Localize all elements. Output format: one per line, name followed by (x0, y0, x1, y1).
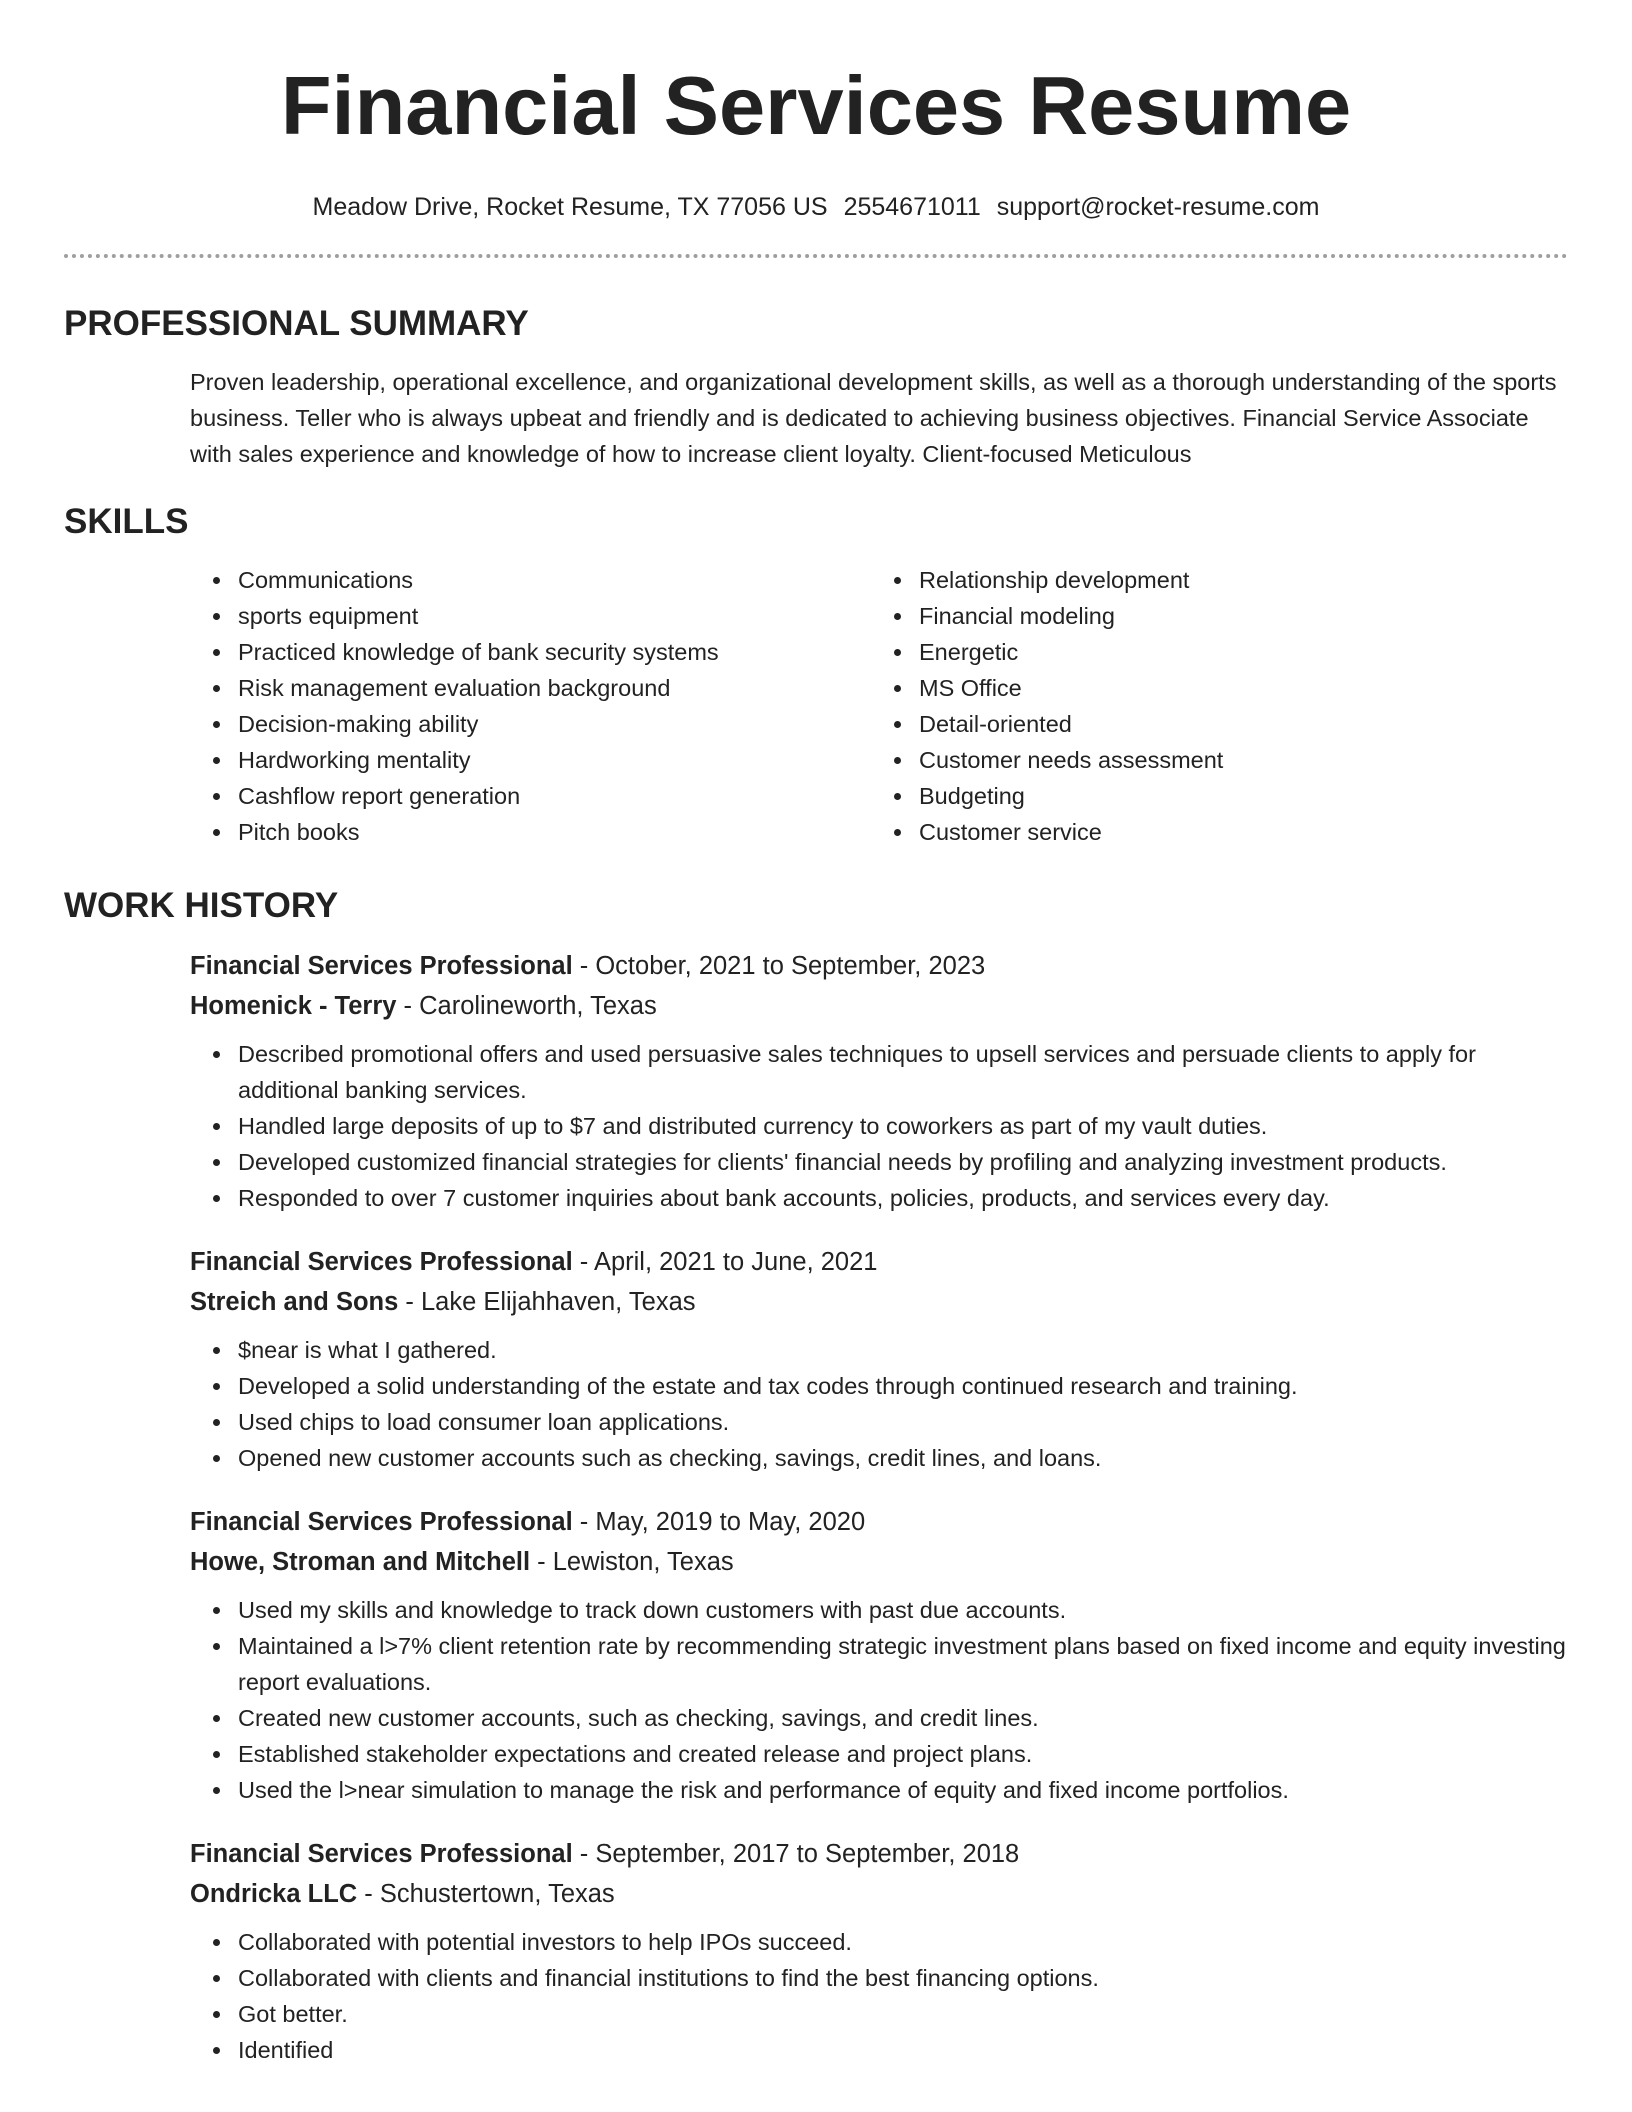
skill-item: • MS Office (915, 670, 1515, 706)
job-dates: - October, 2021 to September, 2023 (572, 952, 986, 980)
work-section (64, 884, 1568, 2068)
skill-item: • Communications (234, 562, 744, 598)
skill-item: • Hardworking mentality (234, 742, 744, 778)
job-company: Howe, Stroman and Mitchell (190, 1548, 531, 1576)
job-bullet: • Developed customized financial strategies for clients' financial needs by profiling and analyzing investment products. (234, 1144, 1568, 1180)
skills-left-list (64, 562, 744, 850)
job-entry (190, 1242, 1568, 1476)
job-company-line (190, 986, 1568, 1026)
skill-item: • Pitch books (234, 814, 744, 850)
skill-item: • Customer needs assessment (915, 742, 1515, 778)
job-title-line (190, 1242, 1568, 1282)
job-entry (190, 946, 1568, 1216)
skills-section (64, 500, 1568, 850)
job-company-line (190, 1282, 1568, 1322)
job-location: - Carolineworth, Texas (396, 992, 657, 1020)
job-bullet: • Used the l>near simulation to manage the risk and performance of equity and fixed income portfolios. (234, 1772, 1568, 1808)
job-title-line (190, 946, 1568, 986)
skills-grid (64, 562, 1568, 850)
job-company: Ondricka LLC (190, 1880, 358, 1908)
job-company: Homenick - Terry (190, 992, 397, 1020)
job-location: - Lewiston, Texas (530, 1548, 734, 1576)
skill-item: • Detail-oriented (915, 706, 1515, 742)
jobs-list (64, 946, 1568, 2068)
header-divider (64, 254, 1568, 258)
skill-item: • Decision-making ability (234, 706, 744, 742)
job-bullet: • Collaborated with potential investors to help IPOs succeed. (234, 1924, 1568, 1960)
job-bullet-list (190, 1592, 1568, 1808)
skill-item: • Financial modeling (915, 598, 1515, 634)
job-bullet: • Collaborated with clients and financial institutions to find the best financing options. (234, 1960, 1568, 1996)
job-bullet: • Described promotional offers and used persuasive sales techniques to upsell services and persuade clients to apply for additional banking services. (234, 1036, 1568, 1108)
job-bullet: • Established stakeholder expectations and created release and project plans. (234, 1736, 1568, 1772)
job-dates: - May, 2019 to May, 2020 (572, 1508, 866, 1536)
work-heading: WORK HISTORY (64, 886, 339, 925)
skill-item: • Practiced knowledge of bank security systems (234, 634, 744, 670)
job-bullet: • Developed a solid understanding of the estate and tax codes through continued research and training. (234, 1368, 1568, 1404)
summary-heading: PROFESSIONAL SUMMARY (64, 304, 529, 343)
skill-item: • Customer service (915, 814, 1515, 850)
job-title: Financial Services Professional (190, 952, 573, 980)
skills-right-list (744, 562, 1515, 850)
contact-line (64, 192, 1568, 222)
job-bullet: • Got better. (234, 1996, 1568, 2032)
contact-address: Meadow Drive, Rocket Resume, TX 77056 US (312, 193, 828, 221)
job-title: Financial Services Professional (190, 1840, 573, 1868)
job-title: Financial Services Professional (190, 1508, 573, 1536)
skill-item: • Budgeting (915, 778, 1515, 814)
job-bullet: • Opened new customer accounts such as checking, savings, credit lines, and loans. (234, 1440, 1568, 1476)
job-bullet: • Identified (234, 2032, 1568, 2068)
job-title: Financial Services Professional (190, 1248, 573, 1276)
job-bullet-list (190, 1332, 1568, 1476)
job-dates: - September, 2017 to September, 2018 (572, 1840, 1020, 1868)
job-location: - Lake Elijahhaven, Texas (398, 1288, 696, 1316)
job-entry (190, 1834, 1568, 2068)
skills-heading: SKILLS (64, 502, 189, 541)
job-bullet: • Used my skills and knowledge to track down customers with past due accounts. (234, 1592, 1568, 1628)
skill-item: • Cashflow report generation (234, 778, 744, 814)
summary-text: Proven leadership, operational excellence, and organizational development skills, as well as a thorough understanding of the sports business. Teller who is always upbeat and friendly and is dedicated to achieving business objectives. Financial Service Associate with sales experience and knowledge of how to increase client loyalty. Client-focused Meticulous (190, 369, 1557, 467)
job-bullet: • Responded to over 7 customer inquiries about bank accounts, policies, products, and services every day. (234, 1180, 1568, 1216)
job-company-line (190, 1542, 1568, 1582)
job-company-line (190, 1874, 1568, 1914)
skill-item: • Relationship development (915, 562, 1515, 598)
resume-title: Financial Services Resume (280, 59, 1352, 152)
contact-phone: 2554671011 (843, 193, 981, 221)
skill-item: • Energetic (915, 634, 1515, 670)
job-bullet: • Created new customer accounts, such as checking, savings, and credit lines. (234, 1700, 1568, 1736)
job-bullet: • Used chips to load consumer loan applications. (234, 1404, 1568, 1440)
contact-email: support@rocket-resume.com (996, 193, 1320, 221)
job-location: - Schustertown, Texas (357, 1880, 615, 1908)
job-bullet: • Handled large deposits of up to $7 and distributed currency to coworkers as part of my vault duties. (234, 1108, 1568, 1144)
job-title-line (190, 1834, 1568, 1874)
job-title-line (190, 1502, 1568, 1542)
job-dates: - April, 2021 to June, 2021 (572, 1248, 878, 1276)
job-bullet: • Maintained a l>7% client retention rate by recommending strategic investment plans based on fixed income and equity investing report evaluations. (234, 1628, 1568, 1700)
skill-item: • sports equipment (234, 598, 744, 634)
job-entry (190, 1502, 1568, 1808)
skill-item: • Risk management evaluation background (234, 670, 744, 706)
job-bullet-list (190, 1036, 1568, 1216)
job-company: Streich and Sons (190, 1288, 399, 1316)
job-bullet: • $near is what I gathered. (234, 1332, 1568, 1368)
job-bullet-list (190, 1924, 1568, 2068)
summary-section (64, 302, 1568, 472)
